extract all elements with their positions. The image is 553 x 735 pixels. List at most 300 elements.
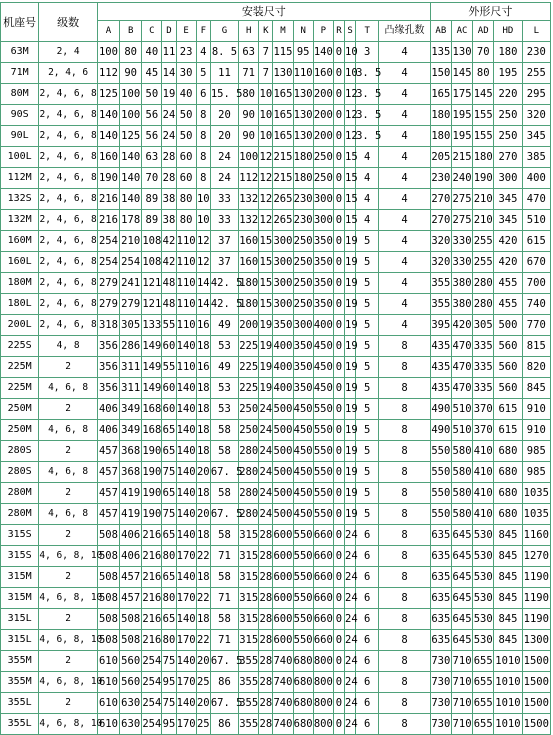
- table-cell: 100: [120, 105, 142, 126]
- table-cell: 48: [162, 294, 176, 315]
- table-cell: 60: [162, 399, 176, 420]
- cell-model: 315L: [1, 609, 39, 630]
- table-cell: 600: [273, 567, 293, 588]
- table-cell: 53: [210, 378, 238, 399]
- table-cell: 730: [430, 651, 451, 672]
- table-cell: 0: [333, 147, 344, 168]
- table-cell: 65: [162, 483, 176, 504]
- table-cell: 510: [451, 420, 472, 441]
- table-cell: 112: [97, 63, 119, 84]
- table-cell: 80: [162, 546, 176, 567]
- table-cell: 38: [162, 210, 176, 231]
- cell-model: 71M: [1, 63, 39, 84]
- table-cell: 58: [210, 441, 238, 462]
- table-cell: 58: [210, 483, 238, 504]
- table-cell: 18: [196, 336, 210, 357]
- table-cell: 5: [196, 63, 210, 84]
- table-cell: 130: [273, 63, 293, 84]
- table-cell: 250: [494, 105, 522, 126]
- table-cell: 170: [176, 588, 196, 609]
- table-cell: 500: [273, 462, 293, 483]
- table-cell: 680: [494, 462, 522, 483]
- table-cell: 315: [239, 546, 259, 567]
- table-cell: 400: [522, 168, 550, 189]
- table-cell: 8: [196, 105, 210, 126]
- table-cell: 550: [293, 546, 313, 567]
- table-cell: 508: [97, 525, 119, 546]
- table-cell: 250: [293, 273, 313, 294]
- table-cell: 67. 5: [210, 651, 238, 672]
- cell-poles: 4, 8: [39, 336, 98, 357]
- table-cell: 140: [176, 567, 196, 588]
- table-cell: 315: [239, 609, 259, 630]
- table-cell: 19: [162, 84, 176, 105]
- table-cell: 330: [451, 252, 472, 273]
- table-cell: 280: [239, 504, 259, 525]
- table-cell: 225: [239, 357, 259, 378]
- table-row: [1, 588, 551, 609]
- table-cell: 740: [273, 651, 293, 672]
- table-cell: 530: [473, 525, 494, 546]
- table-cell: 370: [473, 420, 494, 441]
- table-cell: 190: [142, 462, 162, 483]
- table-cell: 28: [259, 672, 273, 693]
- table-cell: 1010: [494, 714, 522, 735]
- table-cell: 655: [473, 693, 494, 714]
- table-cell: 12: [259, 189, 273, 210]
- table-cell: 508: [97, 546, 119, 567]
- table-cell: 450: [293, 504, 313, 525]
- table-cell: 335: [473, 336, 494, 357]
- table-cell: 450: [293, 420, 313, 441]
- table-cell: 80: [239, 84, 259, 105]
- table-cell: 0: [333, 420, 344, 441]
- table-cell: 180: [239, 273, 259, 294]
- header-col-install: T: [356, 21, 379, 42]
- table-row: [1, 630, 551, 651]
- table-row: [1, 273, 551, 294]
- table-cell: 60: [162, 336, 176, 357]
- table-cell: 19: [345, 504, 356, 525]
- table-cell: 550: [313, 462, 333, 483]
- table-cell: 560: [494, 357, 522, 378]
- header-col-outline: HD: [494, 21, 522, 42]
- table-cell: 295: [522, 84, 550, 105]
- table-cell: 140: [97, 105, 119, 126]
- table-cell: 7: [259, 63, 273, 84]
- table-cell: 0: [333, 672, 344, 693]
- table-cell: 8: [379, 378, 430, 399]
- table-cell: 160: [97, 147, 119, 168]
- table-cell: 125: [97, 84, 119, 105]
- table-cell: 24: [259, 399, 273, 420]
- table-cell: 4: [379, 168, 430, 189]
- table-cell: 315: [239, 630, 259, 651]
- table-cell: 5: [356, 378, 379, 399]
- table-cell: 8: [379, 357, 430, 378]
- table-cell: 6: [196, 84, 210, 105]
- cell-model: 180L: [1, 294, 39, 315]
- table-cell: 190: [142, 504, 162, 525]
- table-cell: 470: [522, 189, 550, 210]
- cell-poles: 2, 4, 6, 8: [39, 231, 98, 252]
- table-cell: 5: [356, 420, 379, 441]
- table-row: [1, 651, 551, 672]
- table-cell: 18: [196, 525, 210, 546]
- table-cell: 635: [430, 525, 451, 546]
- table-cell: 630: [120, 693, 142, 714]
- table-cell: 6: [356, 525, 379, 546]
- cell-model: 225S: [1, 336, 39, 357]
- table-cell: 550: [313, 441, 333, 462]
- table-cell: 75: [162, 693, 176, 714]
- table-row: [1, 294, 551, 315]
- cell-poles: 2, 4, 6, 8: [39, 84, 98, 105]
- table-cell: 0: [333, 42, 344, 63]
- table-cell: 680: [293, 672, 313, 693]
- table-cell: 279: [120, 294, 142, 315]
- table-cell: 254: [142, 672, 162, 693]
- cell-model: 80M: [1, 84, 39, 105]
- table-cell: 550: [293, 609, 313, 630]
- table-cell: 450: [313, 336, 333, 357]
- header-col-install: P: [313, 21, 333, 42]
- table-cell: 510: [451, 399, 472, 420]
- table-cell: 500: [273, 504, 293, 525]
- table-cell: 1190: [522, 588, 550, 609]
- table-cell: 8: [196, 147, 210, 168]
- header-col-install: E: [176, 21, 196, 42]
- table-cell: 8: [379, 462, 430, 483]
- table-cell: 140: [176, 378, 196, 399]
- table-cell: 400: [273, 336, 293, 357]
- cell-model: 160L: [1, 252, 39, 273]
- table-row: [1, 147, 551, 168]
- table-cell: 455: [494, 273, 522, 294]
- cell-model: 280M: [1, 504, 39, 525]
- table-cell: 20: [196, 693, 210, 714]
- table-cell: 110: [176, 357, 196, 378]
- table-cell: 0: [333, 483, 344, 504]
- table-cell: 710: [451, 651, 472, 672]
- table-cell: 5: [356, 294, 379, 315]
- table-cell: 216: [142, 525, 162, 546]
- table-cell: 457: [120, 567, 142, 588]
- table-cell: 1010: [494, 672, 522, 693]
- table-cell: 0: [333, 588, 344, 609]
- cell-model: 90L: [1, 126, 39, 147]
- table-cell: 150: [430, 63, 451, 84]
- table-cell: 8: [379, 441, 430, 462]
- table-cell: 8: [379, 336, 430, 357]
- table-cell: 24: [259, 462, 273, 483]
- table-cell: 4: [379, 63, 430, 84]
- cell-poles: 4, 6, 8: [39, 420, 98, 441]
- table-cell: 19: [345, 231, 356, 252]
- table-cell: 33: [210, 189, 238, 210]
- table-cell: 645: [451, 609, 472, 630]
- table-cell: 170: [176, 630, 196, 651]
- table-cell: 130: [293, 84, 313, 105]
- table-cell: 15. 5: [210, 84, 238, 105]
- table-cell: 435: [430, 357, 451, 378]
- table-cell: 170: [176, 546, 196, 567]
- table-cell: 457: [97, 462, 119, 483]
- cell-model: 355L: [1, 693, 39, 714]
- table-cell: 115: [273, 42, 293, 63]
- header-col-outline: L: [522, 21, 550, 42]
- table-cell: 28: [259, 546, 273, 567]
- table-cell: 3: [356, 42, 379, 63]
- table-cell: 0: [333, 399, 344, 420]
- table-cell: 250: [293, 294, 313, 315]
- table-cell: 730: [430, 672, 451, 693]
- cell-model: 100L: [1, 147, 39, 168]
- table-cell: 1160: [522, 525, 550, 546]
- table-cell: 4: [356, 189, 379, 210]
- table-row: [1, 63, 551, 84]
- table-cell: 63: [239, 42, 259, 63]
- table-row: [1, 336, 551, 357]
- table-cell: 3. 5: [356, 63, 379, 84]
- table-cell: 250: [313, 147, 333, 168]
- table-cell: 86: [210, 672, 238, 693]
- table-row: [1, 714, 551, 735]
- table-cell: 58: [210, 420, 238, 441]
- table-cell: 75: [162, 651, 176, 672]
- table-cell: 71: [210, 630, 238, 651]
- table-cell: 385: [522, 147, 550, 168]
- table-cell: 5: [356, 315, 379, 336]
- table-cell: 0: [333, 714, 344, 735]
- table-cell: 0: [333, 651, 344, 672]
- table-cell: 19: [259, 336, 273, 357]
- table-cell: 4: [356, 210, 379, 231]
- table-cell: 710: [451, 693, 472, 714]
- table-cell: 630: [120, 714, 142, 735]
- table-cell: 6: [356, 651, 379, 672]
- cell-model: 225M: [1, 378, 39, 399]
- table-cell: 1500: [522, 672, 550, 693]
- table-cell: 24: [345, 609, 356, 630]
- table-cell: 8: [379, 651, 430, 672]
- table-cell: 28: [162, 147, 176, 168]
- header-col-install: N: [293, 21, 313, 42]
- table-cell: 5: [356, 357, 379, 378]
- table-cell: 140: [176, 462, 196, 483]
- motor-dimension-table: [0, 2, 551, 735]
- table-cell: 350: [293, 357, 313, 378]
- table-cell: 580: [451, 462, 472, 483]
- table-cell: 75: [162, 462, 176, 483]
- table-cell: 450: [293, 483, 313, 504]
- table-cell: 250: [494, 126, 522, 147]
- table-cell: 655: [473, 651, 494, 672]
- table-cell: 67. 5: [210, 462, 238, 483]
- cell-poles: 2, 4, 6, 8: [39, 105, 98, 126]
- table-cell: 19: [345, 357, 356, 378]
- table-cell: 12: [259, 210, 273, 231]
- table-cell: 8: [379, 399, 430, 420]
- table-cell: 660: [313, 525, 333, 546]
- table-cell: 24: [345, 651, 356, 672]
- table-cell: 95: [293, 42, 313, 63]
- table-row: [1, 84, 551, 105]
- table-cell: 12: [196, 252, 210, 273]
- header-col-install: K: [259, 21, 273, 42]
- table-cell: 132: [239, 189, 259, 210]
- table-cell: 8: [379, 525, 430, 546]
- table-cell: 19: [259, 315, 273, 336]
- table-cell: 5: [356, 336, 379, 357]
- table-cell: 63: [142, 147, 162, 168]
- table-cell: 200: [313, 126, 333, 147]
- table-cell: 4: [196, 42, 210, 63]
- cell-poles: 2, 4, 6, 8: [39, 126, 98, 147]
- table-cell: 254: [97, 252, 119, 273]
- table-cell: 12: [345, 126, 356, 147]
- cell-poles: 4, 6, 8: [39, 378, 98, 399]
- table-cell: 368: [120, 441, 142, 462]
- cell-model: 180M: [1, 273, 39, 294]
- cell-poles: 2: [39, 357, 98, 378]
- table-cell: 70: [142, 168, 162, 189]
- table-body: [1, 42, 551, 735]
- table-row: [1, 462, 551, 483]
- table-cell: 42: [162, 231, 176, 252]
- table-cell: 470: [451, 378, 472, 399]
- table-cell: 600: [273, 609, 293, 630]
- table-cell: 125: [120, 126, 142, 147]
- table-cell: 740: [273, 693, 293, 714]
- table-cell: 140: [176, 441, 196, 462]
- table-cell: 95: [162, 714, 176, 735]
- table-cell: 0: [333, 294, 344, 315]
- table-cell: 1035: [522, 483, 550, 504]
- table-cell: 16: [196, 357, 210, 378]
- table-cell: 610: [97, 693, 119, 714]
- table-cell: 90: [120, 63, 142, 84]
- table-cell: 8: [379, 588, 430, 609]
- table-cell: 5: [356, 462, 379, 483]
- table-cell: 350: [313, 252, 333, 273]
- table-cell: 508: [120, 609, 142, 630]
- table-cell: 255: [473, 252, 494, 273]
- table-cell: 660: [313, 546, 333, 567]
- table-cell: 508: [97, 609, 119, 630]
- table-cell: 815: [522, 336, 550, 357]
- table-cell: 0: [333, 105, 344, 126]
- table-cell: 730: [430, 693, 451, 714]
- table-cell: 4: [379, 42, 430, 63]
- table-cell: 356: [97, 378, 119, 399]
- cell-model: 355M: [1, 651, 39, 672]
- table-cell: 140: [176, 336, 196, 357]
- table-cell: 450: [313, 357, 333, 378]
- table-cell: 400: [313, 315, 333, 336]
- table-cell: 190: [142, 441, 162, 462]
- table-cell: 65: [162, 609, 176, 630]
- table-cell: 315: [239, 525, 259, 546]
- cell-model: 315L: [1, 630, 39, 651]
- table-cell: 19: [345, 273, 356, 294]
- header-col-install: D: [162, 21, 176, 42]
- table-cell: 24: [345, 588, 356, 609]
- table-cell: 86: [210, 714, 238, 735]
- table-cell: 845: [494, 525, 522, 546]
- table-cell: 28: [162, 168, 176, 189]
- table-row: [1, 693, 551, 714]
- cell-poles: 2, 4, 6: [39, 63, 98, 84]
- cell-model: 90S: [1, 105, 39, 126]
- table-cell: 355: [239, 651, 259, 672]
- table-cell: 0: [333, 84, 344, 105]
- table-cell: 25: [196, 714, 210, 735]
- table-cell: 37: [210, 252, 238, 273]
- table-cell: 255: [473, 231, 494, 252]
- table-cell: 550: [293, 588, 313, 609]
- table-cell: 275: [451, 189, 472, 210]
- table-cell: 410: [473, 483, 494, 504]
- table-cell: 67. 5: [210, 504, 238, 525]
- table-cell: 550: [430, 483, 451, 504]
- table-cell: 30: [176, 63, 196, 84]
- table-cell: 845: [494, 567, 522, 588]
- table-cell: 600: [273, 525, 293, 546]
- table-cell: 140: [176, 504, 196, 525]
- table-cell: 457: [97, 504, 119, 525]
- table-cell: 28: [259, 567, 273, 588]
- table-cell: 730: [430, 714, 451, 735]
- table-cell: 410: [473, 441, 494, 462]
- table-cell: 305: [473, 315, 494, 336]
- table-cell: 845: [494, 546, 522, 567]
- table-cell: 318: [97, 315, 119, 336]
- table-cell: 90: [239, 126, 259, 147]
- table-cell: 200: [313, 105, 333, 126]
- table-cell: 18: [196, 420, 210, 441]
- table-cell: 400: [273, 357, 293, 378]
- table-cell: 160: [313, 63, 333, 84]
- table-cell: 165: [273, 84, 293, 105]
- table-cell: 132: [239, 210, 259, 231]
- table-cell: 3. 5: [356, 105, 379, 126]
- table-cell: 680: [494, 483, 522, 504]
- table-cell: 600: [273, 546, 293, 567]
- table-cell: 845: [522, 378, 550, 399]
- table-cell: 149: [142, 336, 162, 357]
- table-cell: 580: [451, 504, 472, 525]
- table-cell: 530: [473, 588, 494, 609]
- table-cell: 58: [210, 525, 238, 546]
- table-cell: 8: [379, 504, 430, 525]
- table-cell: 0: [333, 189, 344, 210]
- table-cell: 28: [259, 525, 273, 546]
- header-col-outline: AB: [430, 21, 451, 42]
- table-cell: 135: [430, 42, 451, 63]
- table-cell: 450: [293, 441, 313, 462]
- table-cell: 149: [142, 378, 162, 399]
- table-cell: 168: [142, 420, 162, 441]
- cell-model: 280M: [1, 483, 39, 504]
- table-cell: 275: [451, 210, 472, 231]
- table-cell: 65: [162, 441, 176, 462]
- table-cell: 660: [313, 609, 333, 630]
- table-cell: 250: [293, 231, 313, 252]
- table-cell: 24: [345, 567, 356, 588]
- table-cell: 420: [451, 315, 472, 336]
- table-cell: 33: [210, 210, 238, 231]
